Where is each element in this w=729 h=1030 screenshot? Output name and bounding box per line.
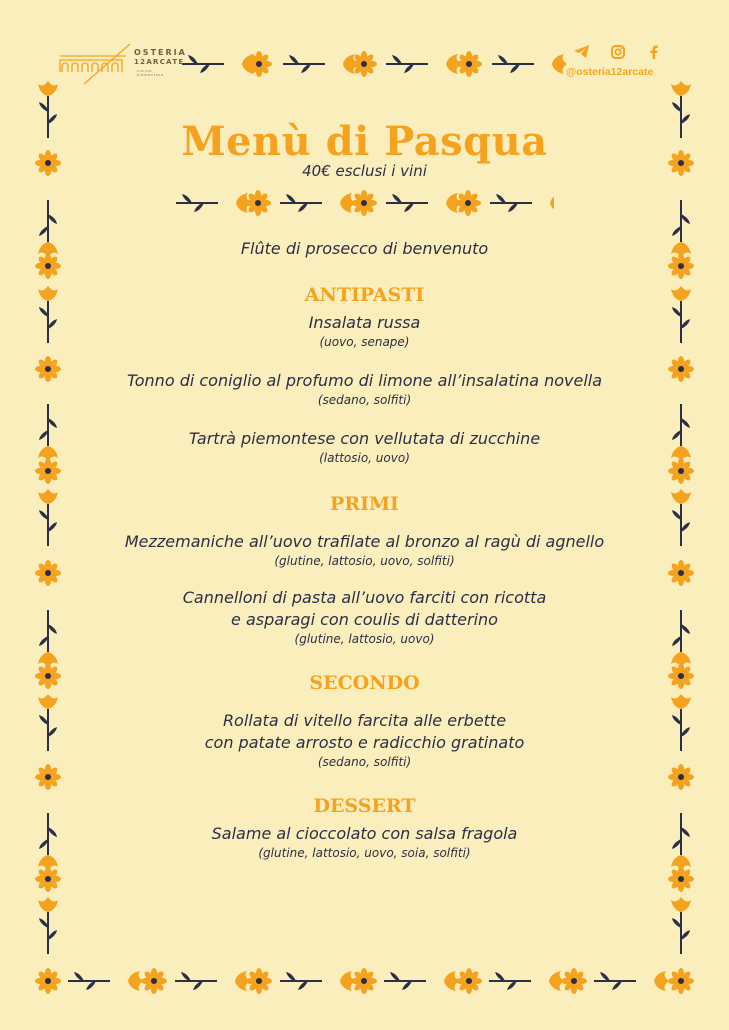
section-title-antipasti: ANTIPASTI [304, 284, 425, 306]
telegram-icon[interactable] [574, 44, 590, 60]
floral-divider [176, 188, 554, 218]
osteria-logo [56, 42, 187, 88]
dish-allergens: (glutine, lattosio, uovo) [294, 632, 435, 646]
menu-content [0, 236, 729, 862]
dish-name: Insalata russa [308, 313, 421, 332]
logo-tagline: cucina piemontese [137, 69, 164, 77]
dish-allergens: (sedano, solfiti) [317, 393, 412, 407]
section-title-primi: PRIMI [330, 493, 399, 515]
dish-name-line2: con patate arrosto e radicchio gratinato [204, 733, 525, 752]
menu-price: 40€ esclusi i vini [302, 162, 427, 180]
dish-name: Salame al cioccolato con salsa fragola [211, 824, 518, 843]
bottom-border [35, 968, 669, 994]
section-title-dessert: DESSERT [313, 795, 416, 817]
top-border [182, 51, 567, 77]
dish-allergens: (sedano, solfiti) [317, 755, 412, 769]
dish-name-line2: e asparagi con coulis di datterino [231, 610, 498, 629]
welcome-drink: Flûte di prosecco di benvenuto [240, 239, 489, 258]
logo-text-12arcate: 12ARCATE [134, 58, 185, 66]
dish-allergens: (glutine, lattosio, uovo, solfiti) [274, 554, 455, 568]
arches-logo-icon [56, 42, 136, 88]
dish-allergens: (glutine, lattosio, uovo, soia, solfiti) [258, 846, 471, 860]
section-title-secondo: SECONDO [309, 672, 420, 694]
instagram-icon[interactable] [610, 44, 626, 60]
dish-name: Tonno di coniglio al profumo di limone all’insalatina novella [126, 371, 603, 390]
facebook-icon[interactable] [646, 44, 662, 60]
dish-allergens: (uovo, senape) [319, 335, 410, 349]
menu-title: Menù di Pasqua [181, 118, 548, 165]
dish-name-line1: Rollata di vitello farcita alle erbette [222, 711, 507, 730]
dish-allergens: (lattosio, uovo) [319, 451, 410, 465]
dish-name: Mezzemaniche all’uovo trafilate al bronzo al ragù di agnello [124, 532, 605, 551]
social-handle[interactable]: @osteria12arcate [566, 66, 654, 78]
logo-text-osteria: OSTERIA [134, 48, 187, 57]
dish-name-line1: Cannelloni di pasta all’uovo farciti con ricotta [182, 588, 547, 607]
social-links [566, 44, 676, 78]
dish-name: Tartrà piemontese con vellutata di zucchine [188, 429, 541, 448]
